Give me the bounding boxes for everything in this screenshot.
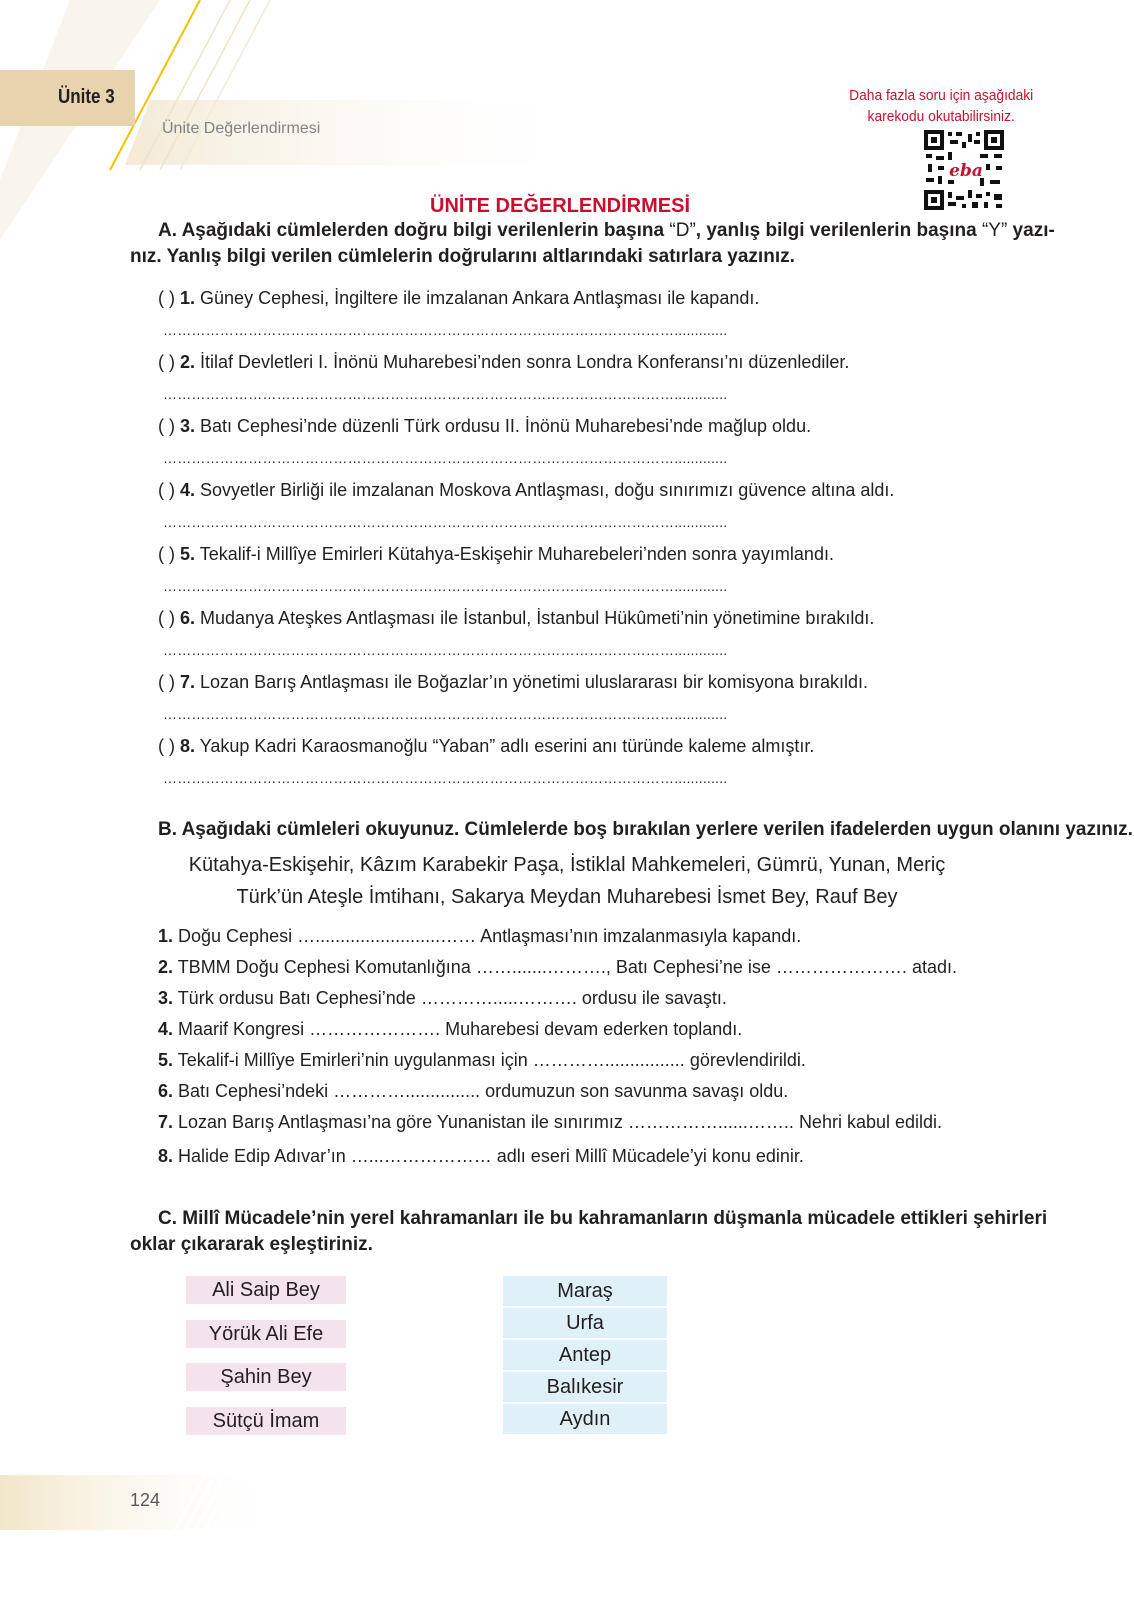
fill-blank-text: Doğu Cephesi ….........................…… Antlaşması’nın imzalanmasıyla kapandı.: [173, 926, 802, 946]
qr-note-line2: karekodu okutabilirsiniz.: [867, 108, 1015, 125]
fill-blank-text: Maarif Kongresi …………………. Muharebesi devam ederken toplandı.: [173, 1019, 743, 1039]
section-a-instruction: [158, 218, 1055, 244]
fill-blank-item[interactable]: [158, 1050, 806, 1071]
qr-note: [840, 85, 1042, 127]
answer-line[interactable]: ……………………………………………………………………………………………….............: [163, 514, 728, 530]
statement-text: Sovyetler Birliği ile imzalanan Moskova Antlaşması, doğu sınırımızı güvence altına aldı.: [195, 480, 895, 500]
answer-bracket[interactable]: ( ): [158, 736, 175, 756]
city-chip[interactable]: Maraş: [503, 1276, 667, 1306]
statement-text: Batı Cephesi’nde düzenli Türk ordusu II. İnönü Muharebesi’nde mağlup oldu.: [195, 416, 812, 436]
fill-blank-number: 8.: [158, 1146, 174, 1166]
qr-code-icon[interactable]: [924, 130, 1004, 210]
fill-blank-text: Türk ordusu Batı Cephesi’nde ………….....………. ordusu ile savaştı.: [173, 988, 727, 1008]
fill-blank-number: 1.: [158, 926, 174, 946]
page-number: 124: [130, 1490, 161, 1510]
statement-text: Mudanya Ateşkes Antlaşması ile İstanbul, İstanbul Hükûmeti’nin yönetimine bırakıldı.: [195, 608, 875, 628]
statement-number: 7.: [180, 672, 196, 692]
section-c-instruction-line2: oklar çıkararak eşleştiriniz.: [130, 1234, 373, 1255]
statement-text: Güney Cephesi, İngiltere ile imzalanan Ankara Antlaşması ile kapandı.: [195, 288, 760, 308]
fill-blank-number: 3.: [158, 988, 174, 1008]
fill-blank-item[interactable]: [158, 1146, 804, 1167]
fill-blank-item[interactable]: [158, 957, 957, 978]
answer-line[interactable]: ……………………………………………………………………………………………….............: [163, 386, 728, 402]
instr-a-part2: , yanlış bilgi verilenlerin başına: [695, 220, 982, 241]
statement-text: Yakup Kadri Karaosmanoğlu “Yaban” adlı eserini anı türünde kaleme almıştır.: [195, 736, 815, 756]
statement-text: Lozan Barış Antlaşması ile Boğazlar’ın yönetimi uluslararası bir komisyona bırakıldı.: [195, 672, 869, 692]
fill-blank-item[interactable]: [158, 1081, 788, 1102]
section-c-instruction-line1: C. Millî Mücadele’nin yerel kahramanları ile bu kahramanların düşmanla mücadele ettikleri şehirleri: [158, 1208, 1048, 1229]
hero-chip[interactable]: Sütçü İmam: [186, 1407, 346, 1435]
statement-item: [158, 608, 874, 629]
fill-blank-text: Lozan Barış Antlaşması’na göre Yunanistan ile sınırımız ……………......…….. Nehri kabul edildi.: [173, 1112, 943, 1132]
statement-number: 5.: [180, 544, 196, 564]
hero-chip[interactable]: Şahin Bey: [186, 1363, 346, 1391]
answer-line[interactable]: ……………………………………………………………………………………………….............: [163, 706, 728, 722]
answer-bracket[interactable]: ( ): [158, 352, 175, 372]
qr-logo-text: eba: [949, 161, 983, 181]
answer-bracket[interactable]: ( ): [158, 480, 175, 500]
fill-blank-number: 7.: [158, 1112, 174, 1132]
statement-item: [158, 672, 868, 693]
fill-blank-text: Tekalif-i Millîye Emirleri’nin uygulanması için …………................ görevlendirildi.: [173, 1050, 806, 1070]
fill-blank-number: 4.: [158, 1019, 174, 1039]
fill-blank-item[interactable]: [158, 1112, 942, 1133]
instr-a-quote-y: “Y”: [981, 220, 1008, 241]
answer-bracket[interactable]: ( ): [158, 288, 175, 308]
answer-line[interactable]: ……………………………………………………………………………………………….............: [163, 322, 728, 338]
instr-a-part3: yazı-: [1007, 220, 1055, 241]
fill-blank-item[interactable]: [158, 988, 727, 1009]
fill-blank-text: TBMM Doğu Cephesi Komutanlığına …….......………., Batı Cephesi’ne ise …………………. atadı.: [173, 957, 957, 977]
unit-label: Ünite 3: [58, 86, 115, 108]
instr-a-part1: A. Aşağıdaki cümlelerden doğru bilgi verilenlerin başına: [158, 220, 670, 241]
statement-item: [158, 736, 814, 757]
statement-number: 4.: [180, 480, 196, 500]
statement-number: 1.: [180, 288, 196, 308]
statement-number: 3.: [180, 416, 196, 436]
options-line-2: Türk’ün Ateşle İmtihanı, Sakarya Meydan Muharebesi İsmet Bey, Rauf Bey: [236, 886, 898, 908]
answer-bracket[interactable]: ( ): [158, 416, 175, 436]
statement-item: [158, 480, 894, 501]
section-b-instruction: B. Aşağıdaki cümleleri okuyunuz. Cümlelerde boş bırakılan yerlere verilen ifadelerden uygun olanını yazınız.: [158, 819, 1133, 840]
city-chip[interactable]: Urfa: [503, 1308, 667, 1338]
statement-number: 6.: [180, 608, 196, 628]
fill-blank-item[interactable]: [158, 1019, 742, 1040]
hero-chip[interactable]: Ali Saip Bey: [186, 1276, 346, 1304]
statement-item: [158, 288, 759, 309]
statement-number: 8.: [180, 736, 196, 756]
fill-blank-item[interactable]: [158, 926, 801, 947]
statement-item: [158, 352, 849, 373]
section-a-instruction-line2: nız. Yanlış bilgi verilen cümlelerin doğrularını altlarındaki satırlara yazınız.: [130, 246, 795, 267]
fill-blank-number: 6.: [158, 1081, 174, 1101]
hero-chip[interactable]: Yörük Ali Efe: [186, 1320, 346, 1348]
instr-a-quote-d: “D”: [669, 220, 696, 241]
answer-bracket[interactable]: ( ): [158, 672, 175, 692]
fill-blank-number: 2.: [158, 957, 174, 977]
answer-bracket[interactable]: ( ): [158, 608, 175, 628]
answer-line[interactable]: ……………………………………………………………………………………………….............: [163, 450, 728, 466]
page-subtitle: Ünite Değerlendirmesi: [162, 120, 321, 137]
fill-blank-text: Batı Cephesi’ndeki …………............... ordumuzun son savunma savaşı oldu.: [173, 1081, 789, 1101]
section-a-instruction-line1: [158, 218, 1055, 244]
statement-number: 2.: [180, 352, 196, 372]
answer-line[interactable]: ……………………………………………………………………………………………….............: [163, 770, 728, 786]
statement-text: Tekalif-i Millîye Emirleri Kütahya-Eskişehir Muharebeleri’nden sonra yayımlandı.: [195, 544, 834, 564]
answer-line[interactable]: ……………………………………………………………………………………………….............: [163, 642, 728, 658]
city-chip[interactable]: Aydın: [503, 1404, 667, 1434]
fill-blank-number: 5.: [158, 1050, 174, 1070]
page-title: ÜNİTE DEĞERLENDİRMESİ: [430, 195, 691, 217]
city-chip[interactable]: Antep: [503, 1340, 667, 1370]
answer-line[interactable]: ……………………………………………………………………………………………….............: [163, 578, 728, 594]
statement-item: [158, 544, 834, 565]
city-chip[interactable]: Balıkesir: [503, 1372, 667, 1402]
fill-blank-text: Halide Edip Adıvar’ın …...……………… adlı eseri Millî Mücadele’yi konu edinir.: [173, 1146, 804, 1166]
options-line-1: Kütahya-Eskişehir, Kâzım Karabekir Paşa, İstiklal Mahkemeleri, Gümrü, Yunan, Meriç: [188, 854, 946, 876]
answer-bracket[interactable]: ( ): [158, 544, 175, 564]
statement-item: [158, 416, 811, 437]
qr-note-line1: Daha fazla soru için aşağıdaki: [849, 87, 1034, 104]
statement-text: İtilaf Devletleri I. İnönü Muharebesi’nden sonra Londra Konferansı’nı düzenlediler.: [195, 352, 850, 372]
